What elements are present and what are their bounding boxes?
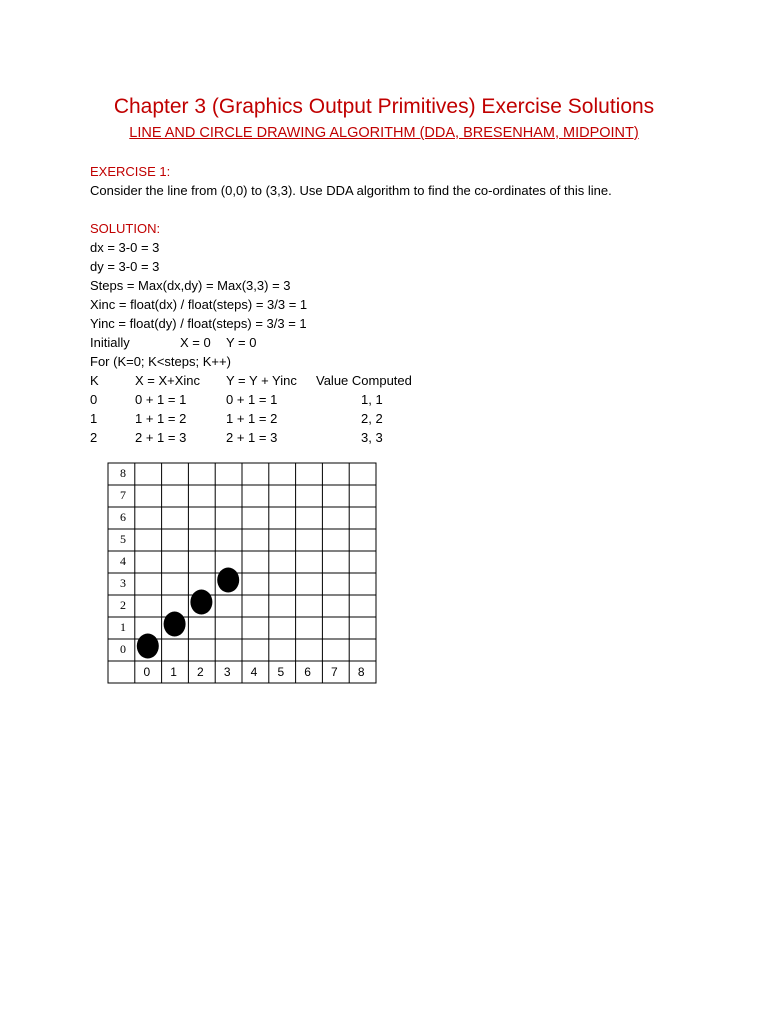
initially-label: Initially [90, 335, 130, 350]
page-subtitle: LINE AND CIRCLE DRAWING ALGORITHM (DDA, BRESENHAM, MIDPOINT) [129, 125, 639, 141]
y-tick-label: 3 [120, 576, 126, 590]
table-header-k: K [90, 373, 99, 388]
yinc-line: Yinc = float(dy) / float(steps) = 3/3 = 1 [90, 316, 307, 331]
initially-y: Y = 0 [226, 335, 257, 350]
table-cell-x: 1 + 1 = 2 [135, 411, 187, 426]
y-tick-label: 7 [120, 488, 126, 502]
y-tick-label: 4 [120, 554, 126, 568]
x-tick-label: 4 [250, 665, 258, 679]
dy-line: dy = 3-0 = 3 [90, 259, 160, 274]
table-cell-y: 2 + 1 = 3 [226, 430, 278, 445]
table-header-y: Y = Y + Yinc [226, 373, 297, 388]
table-cell-y: 0 + 1 = 1 [226, 392, 278, 407]
x-tick-label: 1 [170, 665, 177, 679]
y-tick-label: 1 [120, 620, 126, 634]
y-tick-label: 5 [120, 532, 126, 546]
steps-line: Steps = Max(dx,dy) = Max(3,3) = 3 [90, 278, 291, 293]
table-cell-k: 0 [90, 392, 98, 407]
x-tick-label: 5 [277, 665, 285, 679]
y-tick-label: 2 [120, 598, 126, 612]
table-header-x: X = X+Xinc [135, 373, 201, 388]
page-title: Chapter 3 (Graphics Output Primitives) Exercise Solutions [113, 95, 655, 118]
initially-x: X = 0 [180, 335, 211, 350]
x-tick-label: 2 [197, 665, 204, 679]
loop-line: For (K=0; K<steps; K++) [90, 354, 231, 369]
table-cell-x: 0 + 1 = 1 [135, 392, 187, 407]
table-cell-k: 2 [90, 430, 98, 445]
table-cell-value: 1, 1 [361, 392, 383, 407]
plotted-point [164, 612, 186, 637]
y-tick-label: 0 [120, 642, 126, 656]
table-header-value: Value Computed [316, 373, 412, 388]
plotted-point [190, 590, 212, 615]
pixel-grid-svg [107, 462, 377, 684]
dx-line: dx = 3-0 = 3 [90, 240, 160, 255]
exercise-heading: EXERCISE 1: [90, 164, 171, 179]
plotted-point [137, 634, 159, 659]
exercise-statement: Consider the line from (0,0) to (3,3). Use DDA algorithm to find the co-ordinates of this line. [90, 183, 612, 198]
table-cell-value: 2, 2 [361, 411, 383, 426]
solution-heading: SOLUTION: [90, 221, 161, 236]
x-tick-label: 0 [143, 665, 151, 679]
x-tick-label: 6 [304, 665, 311, 679]
x-tick-label: 3 [223, 665, 231, 679]
table-cell-value: 3, 3 [361, 430, 383, 445]
table-cell-k: 1 [90, 411, 98, 426]
xinc-line: Xinc = float(dx) / float(steps) = 3/3 = 1 [90, 297, 308, 312]
plotted-point [217, 568, 239, 593]
x-tick-label: 7 [331, 665, 338, 679]
y-tick-label: 6 [120, 510, 126, 524]
pixel-grid-chart [107, 462, 377, 689]
table-cell-y: 1 + 1 = 2 [226, 411, 278, 426]
y-tick-label: 8 [120, 466, 126, 480]
x-tick-label: 8 [357, 665, 365, 679]
table-cell-x: 2 + 1 = 3 [135, 430, 187, 445]
